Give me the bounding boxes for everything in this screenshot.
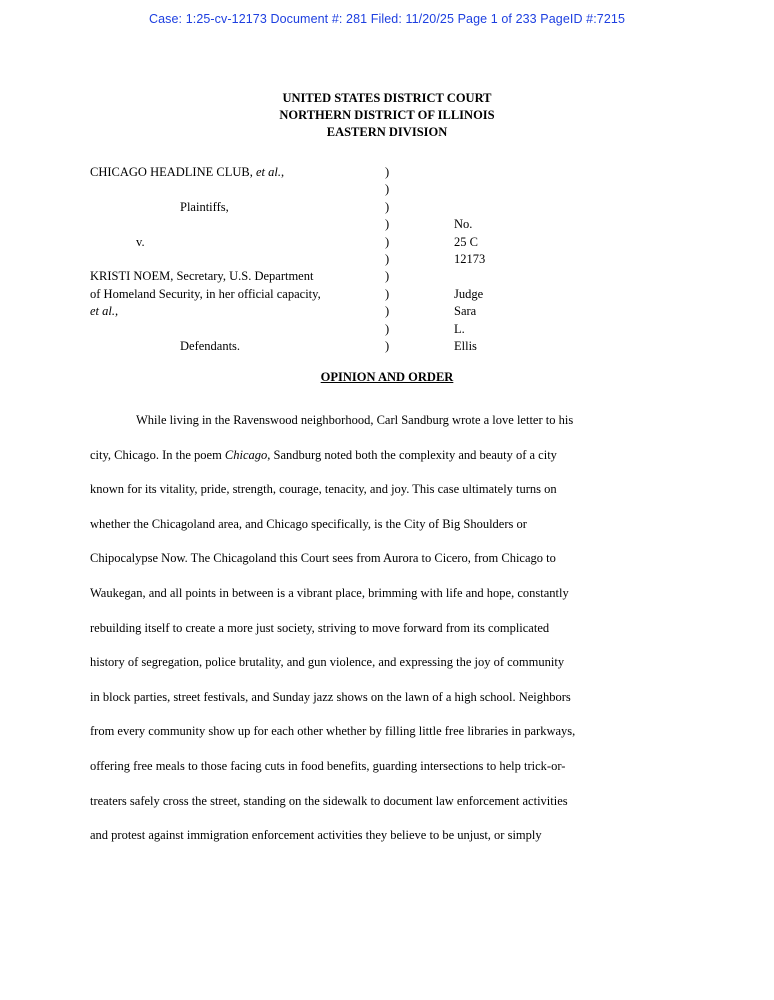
plaintiffs-label: Plaintiffs, bbox=[180, 199, 229, 214]
filing-header: Case: 1:25-cv-12173 Document #: 281 Filed: 11/20/25 Page 1 of 233 PageID #:7215 bbox=[148, 12, 626, 26]
case-number: No. 25 C 12173 bbox=[454, 217, 486, 267]
caption-parentheses: ) ) ) ) ) ) ) ) ) ) ) bbox=[385, 165, 390, 354]
caption-parties bbox=[90, 164, 380, 355]
body-line: rebuilding itself to create a more just society, striving to move forward from its complicated bbox=[90, 620, 550, 635]
versus-label: v. bbox=[136, 234, 145, 249]
document-title: OPINION AND ORDER bbox=[320, 370, 454, 384]
body-line: in block parties, street festivals, and Sunday jazz shows on the lawn of a high school. Neighbors bbox=[90, 689, 571, 704]
plaintiff-etal: et al. bbox=[255, 165, 281, 179]
body-line: known for its vitality, pride, strength, courage, tenacity, and joy. This case ultimately turns on bbox=[90, 482, 557, 497]
caption-case-info bbox=[454, 164, 485, 355]
court-heading bbox=[0, 90, 774, 141]
body-line: offering free meals to those facing cuts in food benefits, guarding intersections to help trick-or- bbox=[90, 758, 566, 773]
poem-title: Chicago bbox=[224, 447, 268, 462]
court-name: UNITED STATES DISTRICT COURT bbox=[282, 91, 492, 105]
defendants-label: Defendants. bbox=[180, 339, 241, 354]
defendant-line-1: KRISTI NOEM, Secretary, U.S. Department bbox=[90, 269, 314, 284]
opinion-body bbox=[90, 403, 684, 853]
plaintiff-name: CHICAGO HEADLINE CLUB, et al., bbox=[90, 165, 285, 179]
body-line: While living in the Ravenswood neighborhood, Carl Sandburg wrote a love letter to his bbox=[136, 413, 574, 427]
court-division: EASTERN DIVISION bbox=[326, 125, 448, 139]
court-district: NORTHERN DISTRICT OF ILLINOIS bbox=[279, 108, 495, 122]
body-line: whether the Chicagoland area, and Chicago specifically, is the City of Big Shoulders or bbox=[90, 516, 527, 531]
body-line: Chipocalypse Now. The Chicagoland this Court sees from Aurora to Cicero, from Chicago to bbox=[90, 551, 556, 566]
body-line: treaters safely cross the street, standing on the sidewalk to document law enforcement activities bbox=[90, 793, 568, 808]
body-line: from every community show up for each other whether by filling little free libraries in parkways, bbox=[90, 724, 576, 739]
body-line: and protest against immigration enforcement activities they believe to be unjust, or simply bbox=[90, 828, 542, 843]
judge-name: Judge Sara L. Ellis bbox=[454, 286, 484, 354]
defendant-etal: et al., bbox=[90, 304, 119, 319]
defendant-line-2: of Homeland Security, in her official capacity, bbox=[90, 286, 321, 301]
body-line: city, Chicago. In the poem Chicago, Sandburg noted both the complexity and beauty of a city bbox=[90, 447, 557, 462]
body-line: Waukegan, and all points in between is a vibrant place, brimming with life and hope, constantly bbox=[90, 585, 569, 600]
body-line: history of segregation, police brutality, and gun violence, and expressing the joy of community bbox=[90, 655, 565, 670]
